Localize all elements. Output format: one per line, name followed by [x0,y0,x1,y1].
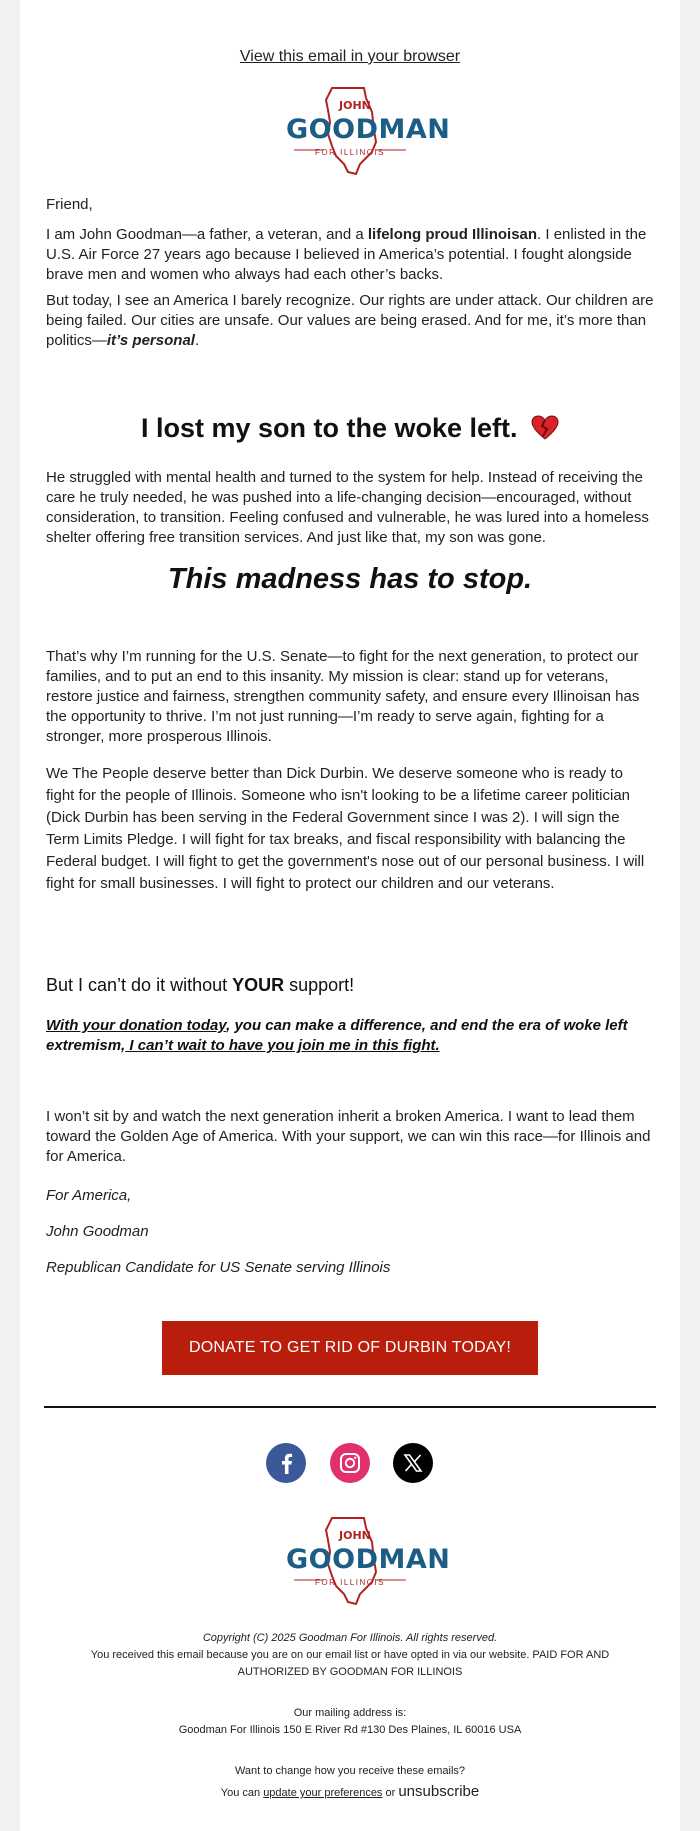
logo-subtitle: FOR ILLINOIS [314,1578,385,1587]
campaign-logo [284,86,451,176]
logo-first-name: JOHN [339,99,371,112]
footer-change-prompt: Want to change how you receive these emails? [234,1765,466,1777]
logo-first-name: JOHN [339,1529,371,1542]
signature-title: Republican Candidate for US Senate serving Illinois [46,1259,391,1276]
view-in-browser-link[interactable]: View this email in your browser [239,48,461,65]
divider [44,1406,656,1408]
heading-lost-son: I lost my son to the woke left. [20,413,680,444]
x-icon[interactable] [393,1443,433,1483]
footer-mailing-label: Our mailing address is: [293,1707,407,1719]
paragraph-closing: I won’t sit by and watch the next generation inherit a broken America. I want to lead them toward the Golden Age of America. With your support, we can win this race—for Illinois and for America. [46,1108,651,1165]
footer-preferences-line: You can update your preferences or unsubscribe [220,1783,480,1800]
donate-button[interactable]: DONATE TO GET RID OF DURBIN TODAY! [162,1321,538,1375]
footer-copyright: Copyright (C) 2025 Goodman For Illinois. All rights reserved. [202,1632,498,1644]
footer-logo [284,1516,451,1606]
unsubscribe-link[interactable]: unsubscribe [398,1783,480,1800]
signature-name: John Goodman [46,1223,149,1240]
broken-heart-icon [531,415,559,441]
paragraph-today: But today, I see an America I barely recognize. Our rights are under attack. Our children are being failed. Our cities are unsafe. Our values are being erased. And for me, it’s more than politics—it’s personal. [46,292,654,349]
donation-appeal[interactable]: With your donation today, you can make a difference, and end the era of woke left extremism, I can’t wait to have you join me in this fight. [46,1017,628,1054]
heading-madness: This madness has to stop. [167,563,533,595]
logo-subtitle: FOR ILLINOIS [314,148,385,157]
logo-last-name: GOODMAN [286,1544,451,1575]
support-line: But I can’t do it without YOUR support! [46,975,355,995]
logo-last-name: GOODMAN [286,114,451,145]
instagram-icon[interactable] [330,1443,370,1483]
greeting: Friend, [46,196,93,213]
paragraph-son-story: He struggled with mental health and turned to the system for help. Instead of receiving the care he truly needed, he was pushed into a life-changing decision—encouraged, without consideration, to transition. Feeling confused and vulnerable, he was lured into a homeless shelter offering free transition services. And just like that, my son was gone. [46,469,649,546]
footer-mailing-address: Goodman For Illinois 150 E River Rd #130 Des Plaines, IL 60016 USA [178,1724,522,1736]
paragraph-durbin: We The People deserve better than Dick Durbin. We deserve someone who is ready to fight for the people of Illinois. Someone who isn't looking to be a lifetime career politician (Dick Durbin has been serving in the Federal Government since I was 2). I will sign the Term Limits Pledge. I will fight for tax breaks, and fiscal responsibility with balancing the Federal budget. I will fight to get the government's nose out of our personal business. I will fight for small businesses. I will fight to protect our children and our veterans. [46,765,645,892]
email-container [20,0,680,1831]
facebook-icon[interactable] [266,1443,306,1483]
update-preferences-link[interactable]: update your preferences [263,1787,383,1799]
paragraph-intro: I am John Goodman—a father, a veteran, and a lifelong proud Illinoisan. I enlisted in the U.S. Air Force 27 years ago because I believed in America’s potential. I fought alongside brave men and women who always had each other’s backs. [46,226,647,283]
closing-salutation: For America, [46,1187,132,1204]
paragraph-running: That’s why I’m running for the U.S. Senate—to fight for the next generation, to protect our families, and to put an end to this insanity. My mission is clear: stand up for veterans, restore justice and fairness, strengthen community safety, and ensure every Illinoisan has the opportunity to thrive. I’m not just running—I’m ready to serve again, fighting for a stronger, more prosperous Illinois. [46,648,640,745]
footer-reason: You received this email because you are on our email list or have opted in via our website. PAID FOR AND AUTHORIZED BY GOODMAN FOR ILLINOIS [90,1649,610,1678]
